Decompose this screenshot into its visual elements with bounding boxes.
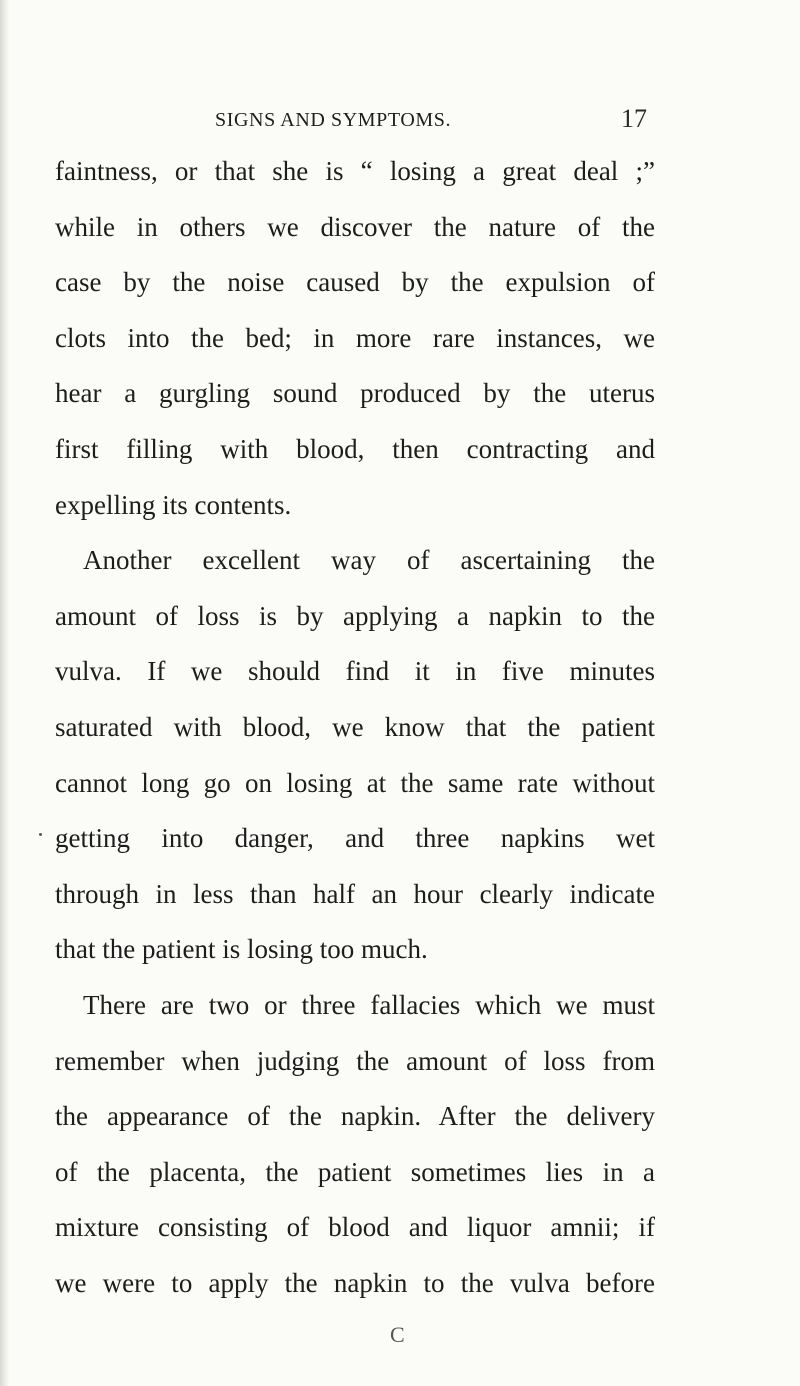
- text-line: faintness, or that she is “ losing a great deal ;”: [55, 156, 655, 186]
- text-line: case by the noise caused by the expulsion of: [55, 267, 655, 298]
- text-line: clots into the bed; in more rare instances, we: [55, 322, 655, 353]
- text-line: hear a gurgling sound produced by the uterus: [55, 378, 655, 409]
- text-line: we were to apply the napkin to the vulva before: [55, 1267, 655, 1298]
- text-line: saturated with blood, we know that the patient: [55, 711, 655, 742]
- running-title: SIGNS AND SYMPTOMS.: [215, 109, 452, 131]
- page-spine-shadow: [0, 0, 10, 1386]
- text-line: that the patient is losing too much.: [55, 934, 428, 965]
- text-line: vulva. If we should find it in five minutes: [55, 656, 655, 687]
- page-number: 17: [621, 104, 647, 133]
- text-line: expelling its contents.: [55, 489, 292, 520]
- text-line: getting into danger, and three napkins wet: [55, 823, 655, 854]
- text-line: mixture consisting of blood and liquor amnii; if: [55, 1212, 655, 1243]
- running-head: [195, 104, 655, 136]
- text-line: cannot long go on losing at the same rate without: [55, 767, 655, 798]
- text-line: Another excellent way of ascertaining the: [83, 545, 655, 576]
- text-line: while in others we discover the nature of the: [55, 211, 655, 242]
- text-line: of the placenta, the patient sometimes lies in a: [55, 1156, 655, 1187]
- text-line: amount of loss is by applying a napkin to the: [55, 600, 655, 631]
- margin-mark: [39, 833, 42, 836]
- text-line: first filling with blood, then contracting and: [55, 433, 655, 464]
- text-line: There are two or three fallacies which we must: [83, 989, 655, 1020]
- text-line: through in less than half an hour clearly indicate: [55, 878, 655, 909]
- text-line: remember when judging the amount of loss from: [55, 1045, 655, 1076]
- signature-mark: C: [390, 1322, 405, 1347]
- text-line: the appearance of the napkin. After the delivery: [55, 1101, 655, 1132]
- body-text: [55, 144, 655, 1311]
